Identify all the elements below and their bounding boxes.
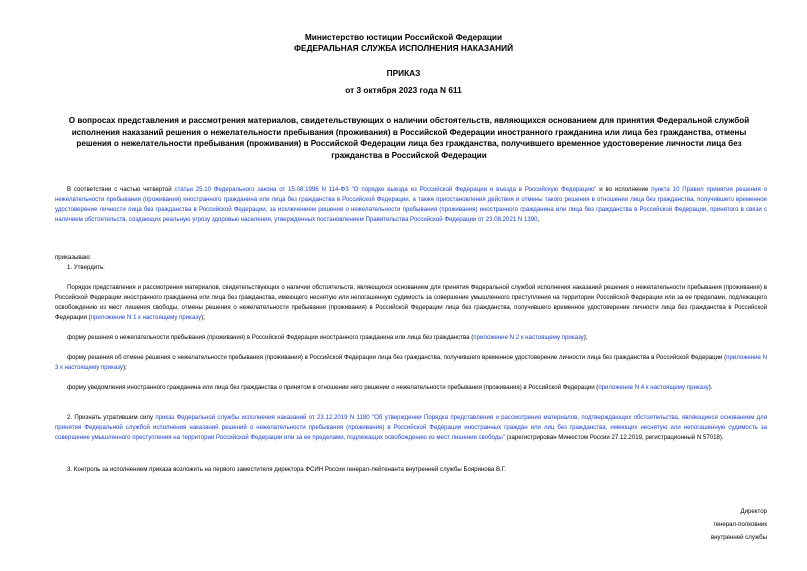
appendix-4-link[interactable]: приложение N 4 к настоящему приказу — [598, 384, 709, 391]
appendix-3-link[interactable]: приложение N 3 к настоящему приказу — [55, 354, 767, 371]
signature-position: Директор — [740, 508, 767, 515]
repealed-order-link[interactable]: приказ Федеральной службы исполнения наказаний от 23.12.2019 N 1180 "Об утверждении Порядка представления и рассмотрения материалов, подтверждающих обстоятельства, являющиеся основанием для принятия Федеральной службой исполнения наказаний решений о нежелательности пребывания (проживания) в Российской Федерации иностранных граждан или лиц без гражданства, имеющих неснятую или непогашенную судимость за совершение умышленного преступления на территории Российской Федерации или за ее пределами, подлежащих освобождению из мест лишения свободы" — [55, 414, 768, 441]
preamble-text-1: В соответствии с частью четвертой — [67, 186, 175, 193]
form-2-end: ); — [122, 364, 127, 371]
preamble-text-2: и во исполнение — [596, 186, 652, 193]
rules-link[interactable]: пункта 10 Правил принятия решения о нежелательности пребывания (проживания) иностранного гражданина или лица без гражданства в Российской Федерации, а также приостановления действия и отмены такого решения в отношении лица без гражданства, получившего временное удостоверение личности лица без гражданства в Российской Федерации, за исключением решения о нежелательности пребывания (проживания) иностранного гражданина или лица без гражданства в Российской Федерации, принятого в связи с наличием обстоятельств, создающих реальную угрозу здоровью населения, утвержденных постановлением Правительства Российской Федерации от 23.08.2021 N 1390 — [55, 186, 767, 223]
doc-date-number: от 3 октября 2023 года N 611 — [345, 85, 462, 95]
preamble-text-3: , — [537, 216, 540, 223]
appendix-1-link[interactable]: приложение N 1 к настоящему приказу — [90, 314, 202, 321]
form-3-end: ). — [708, 384, 713, 391]
paragraph-form-2 — [55, 353, 767, 373]
order-procedure-end: ); — [201, 314, 205, 321]
form-1-text: форму решения о нежелательности пребывания (проживания) в Российской Федерации иностранного гражданина или лица без гражданства ( — [67, 334, 474, 341]
item-2-text: 2. Признать утратившим силу — [67, 414, 156, 421]
service-name: ФЕДЕРАЛЬНАЯ СЛУЖБА ИСПОЛНЕНИЯ НАКАЗАНИЙ — [293, 43, 514, 53]
order-procedure-text: Порядок представления и рассмотрения материалов, свидетельствующих о наличии обстоятельств, являющихся основанием для принятия Федеральной службой исполнения наказаний решения о нежелательности пребывания (проживания) в Российской Федерации иностранного гражданина или лица без гражданства, имеющего неснятую или непогашенную судимость за совершение умышленного преступления на территории Российской Федерации или за ее пределами, подлежащего освобождению из мест лишения свободы, отмены решения о нежелательности пребывания (проживания) в Российской Федерации лица без гражданства, получившего временное удостоверение личности лица без гражданства в Российской Федерации ( — [55, 284, 767, 321]
form-3-text: форму уведомления иностранного гражданина или лица без гражданства о принятом в отношении него решении о нежелательности пребывания (проживания) в Российской Федерации ( — [67, 384, 599, 391]
paragraph-form-1 — [55, 333, 767, 343]
form-1-end: ); — [583, 334, 588, 341]
preamble-paragraph — [55, 185, 767, 225]
order-word: приказываю: — [55, 254, 92, 261]
signature-service: внутренней службы — [710, 534, 767, 541]
paragraph-form-3 — [55, 383, 767, 393]
signature-rank: генерал-полковник — [713, 521, 767, 528]
item-2 — [55, 413, 767, 443]
law-link[interactable]: статьи 25.10 Федерального закона от 15.08.1996 N 114-ФЗ "О порядке выезда из Российской Федерации и въезда в Российскую Федерацию" — [174, 186, 597, 193]
form-2-text: форму решения об отмене решения о нежелательности пребывания (проживания) в Российской Федерации лица без гражданства, получившего временное удостоверение личности лица без гражданства в Российской Федерации ( — [67, 354, 727, 361]
document-title: О вопросах представления и рассмотрения материалов, свидетельствующих о наличии обстоятельств, являющихся основанием для принятия Федеральной службой исполнения наказаний решения о нежелательности пребывания (проживания) в Российской Федерации иностранного гражданина или лица без гражданства, отмены решения о нежелательности пребывания (проживания) в Российской Федерации лица без гражданства, получившего временное удостоверение личности лица без гражданства в Российской Федерации — [68, 116, 750, 160]
paragraph-order-procedure — [55, 283, 767, 323]
item-3: 3. Контроль за исполнением приказа возложить на первого заместителя директора ФСИН России генерал-лейтенанта внутренней службы Бояринова В.Г. — [67, 466, 506, 473]
item-2-end: (зарегистрирован Минюстом России 27.12.2019, регистрационный N 57018). — [504, 434, 724, 441]
item-1: 1. Утвердить: — [67, 264, 105, 271]
doc-type: ПРИКАЗ — [386, 68, 421, 78]
ministry-name: Министерство юстиции Российской Федерации — [304, 32, 503, 42]
appendix-2-link[interactable]: приложение N 2 к настоящему приказу — [473, 334, 584, 341]
